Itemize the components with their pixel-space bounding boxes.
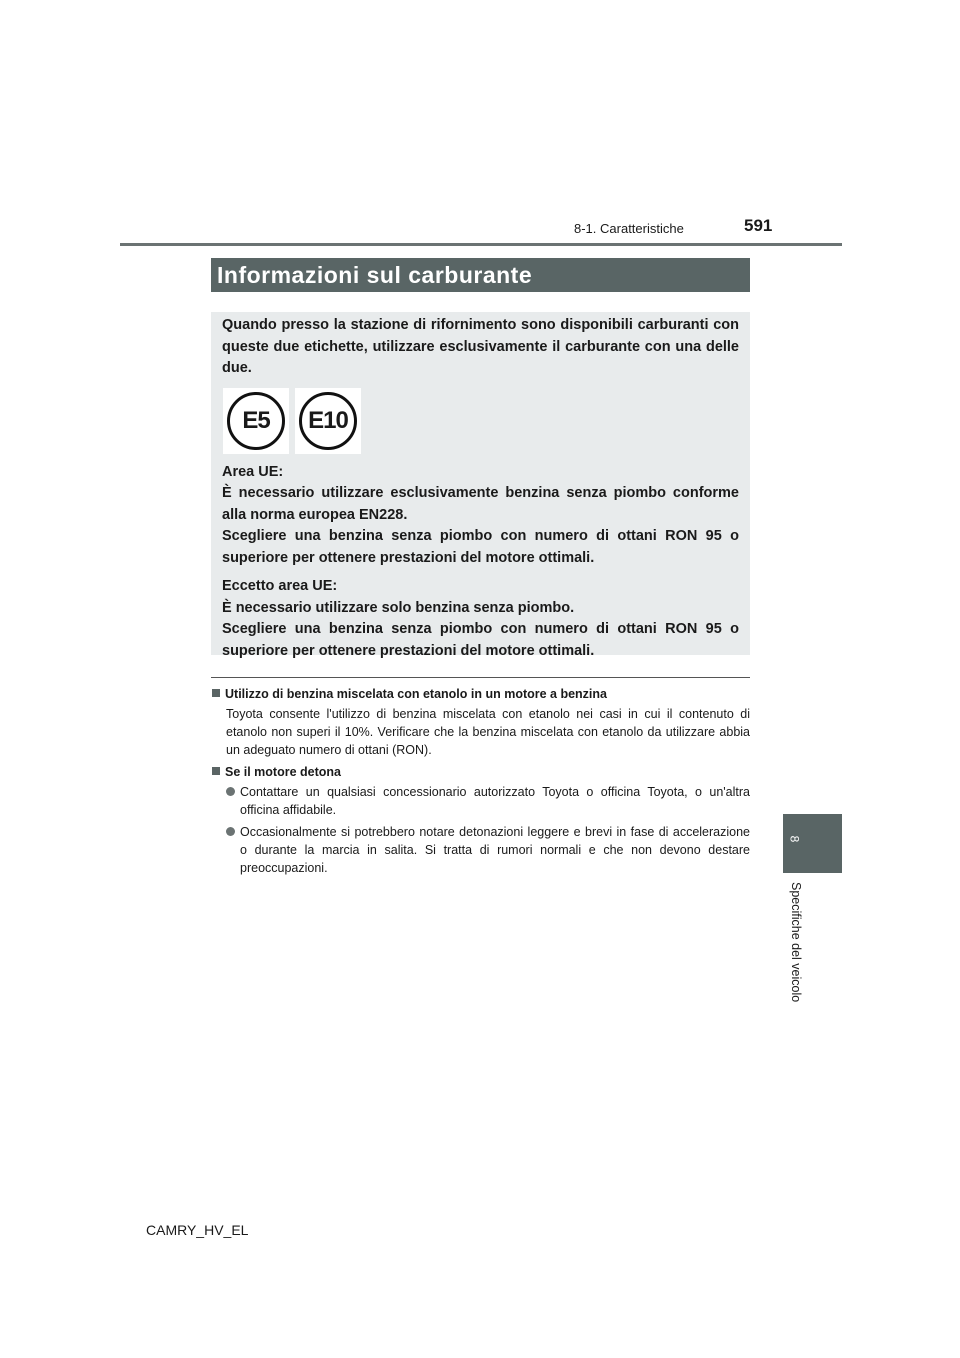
noneu-heading: Eccetto area UE:: [222, 578, 338, 594]
square-bullet-icon: [212, 767, 220, 775]
footer-code: CAMRY_HV_EL: [146, 1222, 249, 1238]
noneu-text-2: Scegliere una benzina senza piombo con numero di ottani RON 95 o superiore per ottenere prestazioni del motore ottimali.: [222, 621, 739, 659]
note-bullet: Contattare un qualsiasi concessionario autorizzato Toyota o officina Toyota, o un'altra officina affidabile.: [226, 783, 750, 819]
chapter-label: Specifiche del veicolo: [789, 882, 803, 1003]
section-header: 8-1. Caratteristiche: [574, 221, 684, 236]
header-divider: [120, 243, 842, 246]
chapter-tab: 8: [783, 814, 842, 873]
fuel-labels: [223, 388, 739, 454]
circle-bullet-icon: [226, 827, 235, 836]
intro-text: Quando presso la stazione di rifornimento sono disponibili carburanti con queste due etichette, utilizzare esclusivamente il carburante con una delle due.: [222, 317, 739, 376]
divider: [211, 677, 750, 678]
note-text: Toyota consente l'utilizzo di benzina miscelata con etanolo nei casi in cui il contenuto di etanolo non superi il 10%. Verificare che la benzina miscelata con etanolo da utilizzare abbia un adeguato numero di ottani (RON).: [226, 707, 750, 757]
noneu-text-1: È necessario utilizzare solo benzina senza piombo.: [222, 599, 575, 616]
fuel-info-box: [211, 312, 750, 659]
page-number: 591: [744, 216, 773, 235]
circle-bullet-icon: [226, 787, 235, 796]
note-bullet: Occasionalmente si potrebbero notare detonazioni leggere e brevi in fase di accelerazione o durante la marcia in salita. Si tratta di rumori normali e che non devono destare preoccupazioni.: [226, 823, 750, 877]
note-heading: Se il motore detona: [211, 763, 750, 781]
square-bullet-icon: [212, 689, 220, 697]
note-heading: Utilizzo di benzina miscelata con etanolo in un motore a benzina: [211, 685, 750, 703]
eu-text-1: È necessario utilizzare esclusivamente benzina senza piombo conforme alla norma europea EN228.: [222, 485, 739, 523]
notes: [211, 685, 750, 881]
page-title: Informazioni sul carburante: [211, 258, 750, 292]
eu-text-2: Scegliere una benzina senza piombo con numero di ottani RON 95 o superiore per ottenere prestazioni del motore ottimali.: [222, 528, 739, 566]
eu-heading: Area UE:: [222, 463, 284, 480]
e5-label-icon: E5: [223, 388, 289, 454]
e10-label-icon: E10: [295, 388, 361, 454]
